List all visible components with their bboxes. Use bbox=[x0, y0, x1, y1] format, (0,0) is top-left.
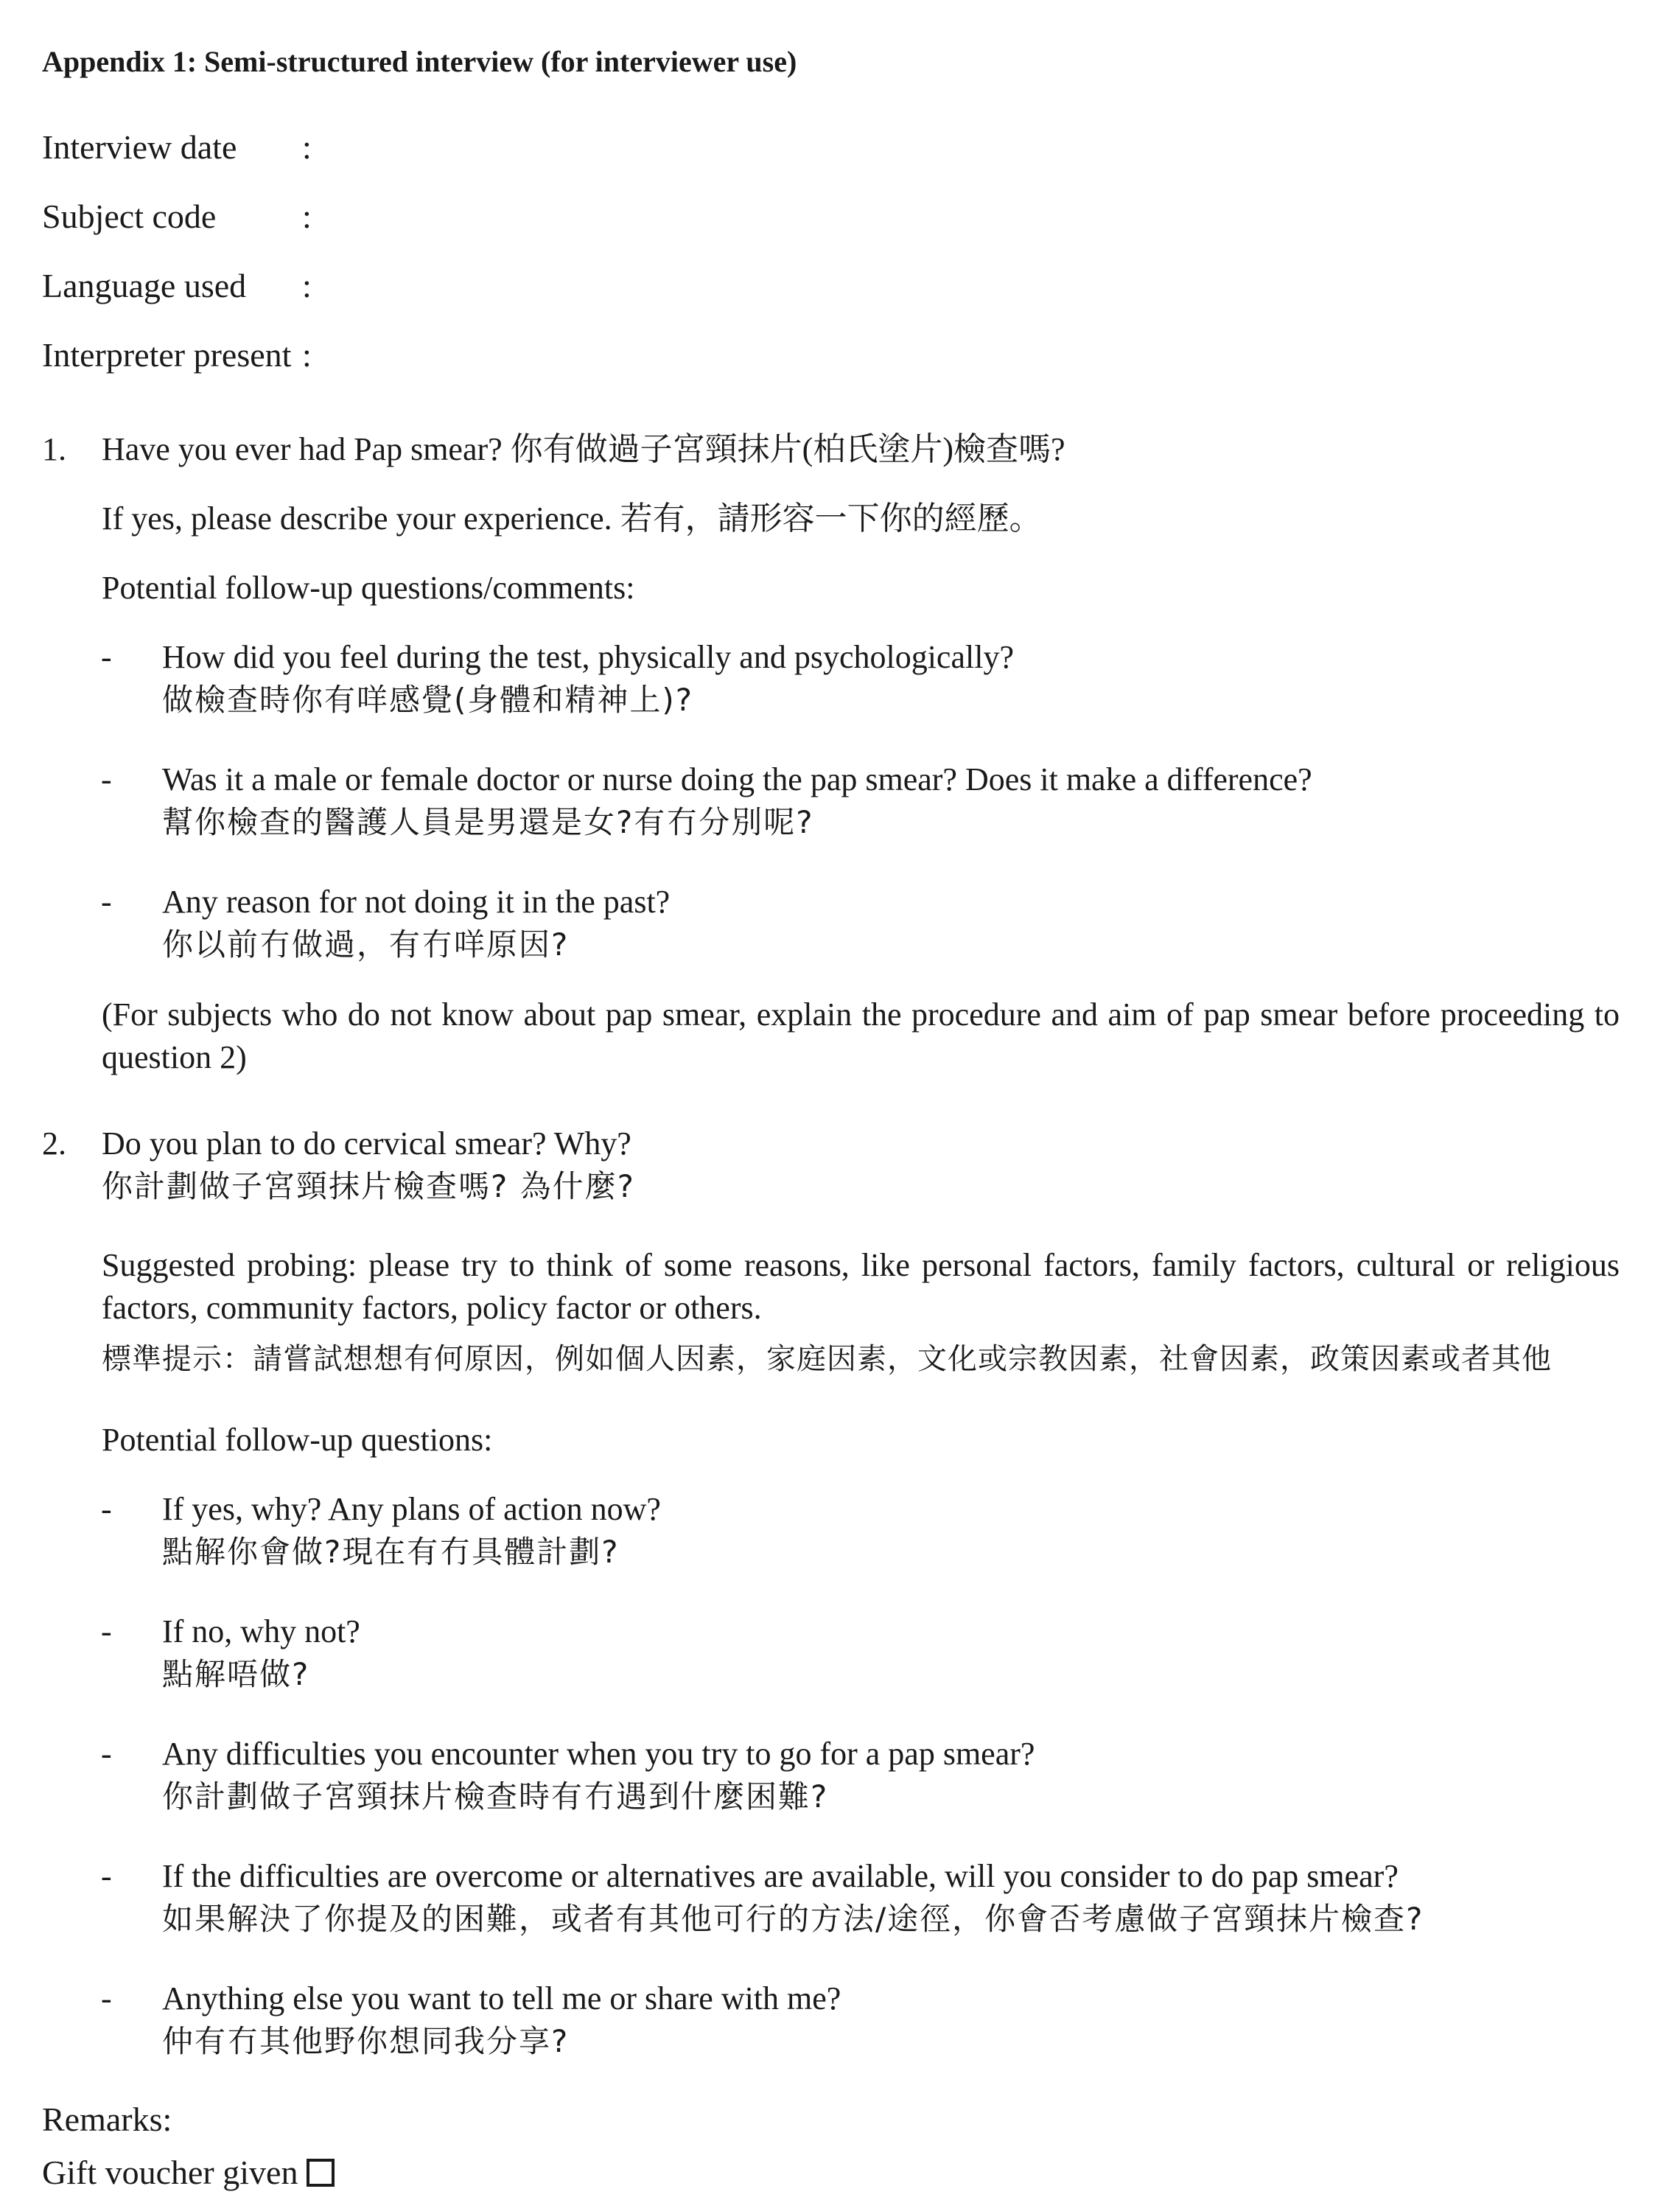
q1-bullet-en: How did you feel during the test, physically and psychologically? bbox=[162, 639, 1014, 675]
interpreter-present-colon: : bbox=[302, 336, 312, 374]
q1-followup-label: Potential follow-up questions/comments: bbox=[102, 570, 635, 606]
q2-number: 2. bbox=[42, 1125, 66, 1162]
q1-bullet-dash: - bbox=[101, 761, 112, 797]
q2-bullet-zh: 點解你會做?現在有冇具體計劃? bbox=[162, 1534, 620, 1570]
language-used-colon: : bbox=[302, 267, 312, 304]
q1-bullet-en: Was it a male or female doctor or nurse doing the pap smear? Does it make a difference? bbox=[162, 761, 1312, 797]
q1-bullet-dash: - bbox=[101, 884, 112, 920]
q2-bullet-en: If no, why not? bbox=[162, 1613, 360, 1649]
q2-bullet-zh: 仲有冇其他野你想同我分享? bbox=[162, 2023, 570, 2059]
q1-bullet-dash: - bbox=[101, 639, 112, 675]
gift-voucher-label: Gift voucher given bbox=[42, 2154, 298, 2191]
q2-bullet-dash: - bbox=[101, 1491, 112, 1527]
q2-followup-label: Potential follow-up questions: bbox=[102, 1422, 493, 1458]
subject-code-colon: : bbox=[302, 198, 312, 235]
subject-code-label: Subject code bbox=[42, 198, 217, 235]
q2-question-zh: 你計劃做子宮頸抹片檢查嗎? 為什麼? bbox=[102, 1168, 635, 1204]
appendix-title: Appendix 1: Semi-structured interview (for interviewer use) bbox=[42, 45, 797, 78]
q2-bullet-dash: - bbox=[101, 1736, 112, 1772]
q2-question-en: Do you plan to do cervical smear? Why? bbox=[102, 1125, 631, 1162]
interview-date-label: Interview date bbox=[42, 128, 237, 166]
q2-bullet-en: If the difficulties are overcome or alternatives are available, will you consider to do pap smear? bbox=[162, 1858, 1399, 1894]
q1-note: (For subjects who do not know about pap smear, explain the procedure and aim of pap smear before proceeding to question 2) bbox=[102, 996, 1620, 1075]
gift-voucher-checkbox[interactable] bbox=[307, 2159, 335, 2187]
q2-bullet-zh: 點解唔做? bbox=[162, 1656, 310, 1692]
q2-bullet-en: If yes, why? Any plans of action now? bbox=[162, 1491, 661, 1527]
q1-question: Have you ever had Pap smear? 你有做過子宮頸抹片(柏氏塗片)檢查嗎? bbox=[102, 431, 1065, 467]
interview-date-colon: : bbox=[302, 128, 312, 166]
q2-bullet-dash: - bbox=[101, 1980, 112, 2016]
q1-bullet-en: Any reason for not doing it in the past? bbox=[162, 884, 671, 920]
gift-voucher-row bbox=[42, 2151, 335, 2195]
language-used-label: Language used bbox=[42, 267, 247, 304]
q2-bullet-zh: 如果解決了你提及的困難，或者有其他可行的方法/途徑，你會否考慮做子宮頸抹片檢查? bbox=[162, 1901, 1424, 1937]
remarks-label: Remarks: bbox=[42, 2101, 172, 2138]
q2-probing-en: Suggested probing: please try to think of some reasons, like personal factors, family factors, cultural or religious factors, community factors, policy factor or others. bbox=[102, 1247, 1620, 1326]
q2-bullet-en: Any difficulties you encounter when you try to go for a pap smear? bbox=[162, 1736, 1035, 1772]
q2-bullet-dash: - bbox=[101, 1613, 112, 1649]
q1-bullet-zh: 做檢查時你有咩感覺(身體和精神上)? bbox=[162, 682, 694, 718]
q2-bullet-dash: - bbox=[101, 1858, 112, 1894]
q1-ifyes: If yes, please describe your experience. 若有，請形容一下你的經歷。 bbox=[102, 500, 1042, 537]
interpreter-present-label: Interpreter present bbox=[42, 336, 292, 374]
q2-bullet-zh: 你計劃做子宮頸抹片檢查時有冇遇到什麼困難? bbox=[162, 1778, 829, 1815]
q1-bullet-zh: 幫你檢查的醫護人員是男還是女?有冇分別呢? bbox=[162, 804, 814, 840]
q2-bullet-en: Anything else you want to tell me or share with me? bbox=[162, 1980, 841, 2016]
q1-number: 1. bbox=[42, 431, 66, 467]
q2-probing-zh: 標準提示：請嘗試想想有何原因，例如個人因素，家庭因素，文化或宗教因素，社會因素，政策因素或者其他 bbox=[102, 1342, 1552, 1376]
q1-bullet-zh: 你以前冇做過，有冇咩原因? bbox=[162, 926, 570, 963]
